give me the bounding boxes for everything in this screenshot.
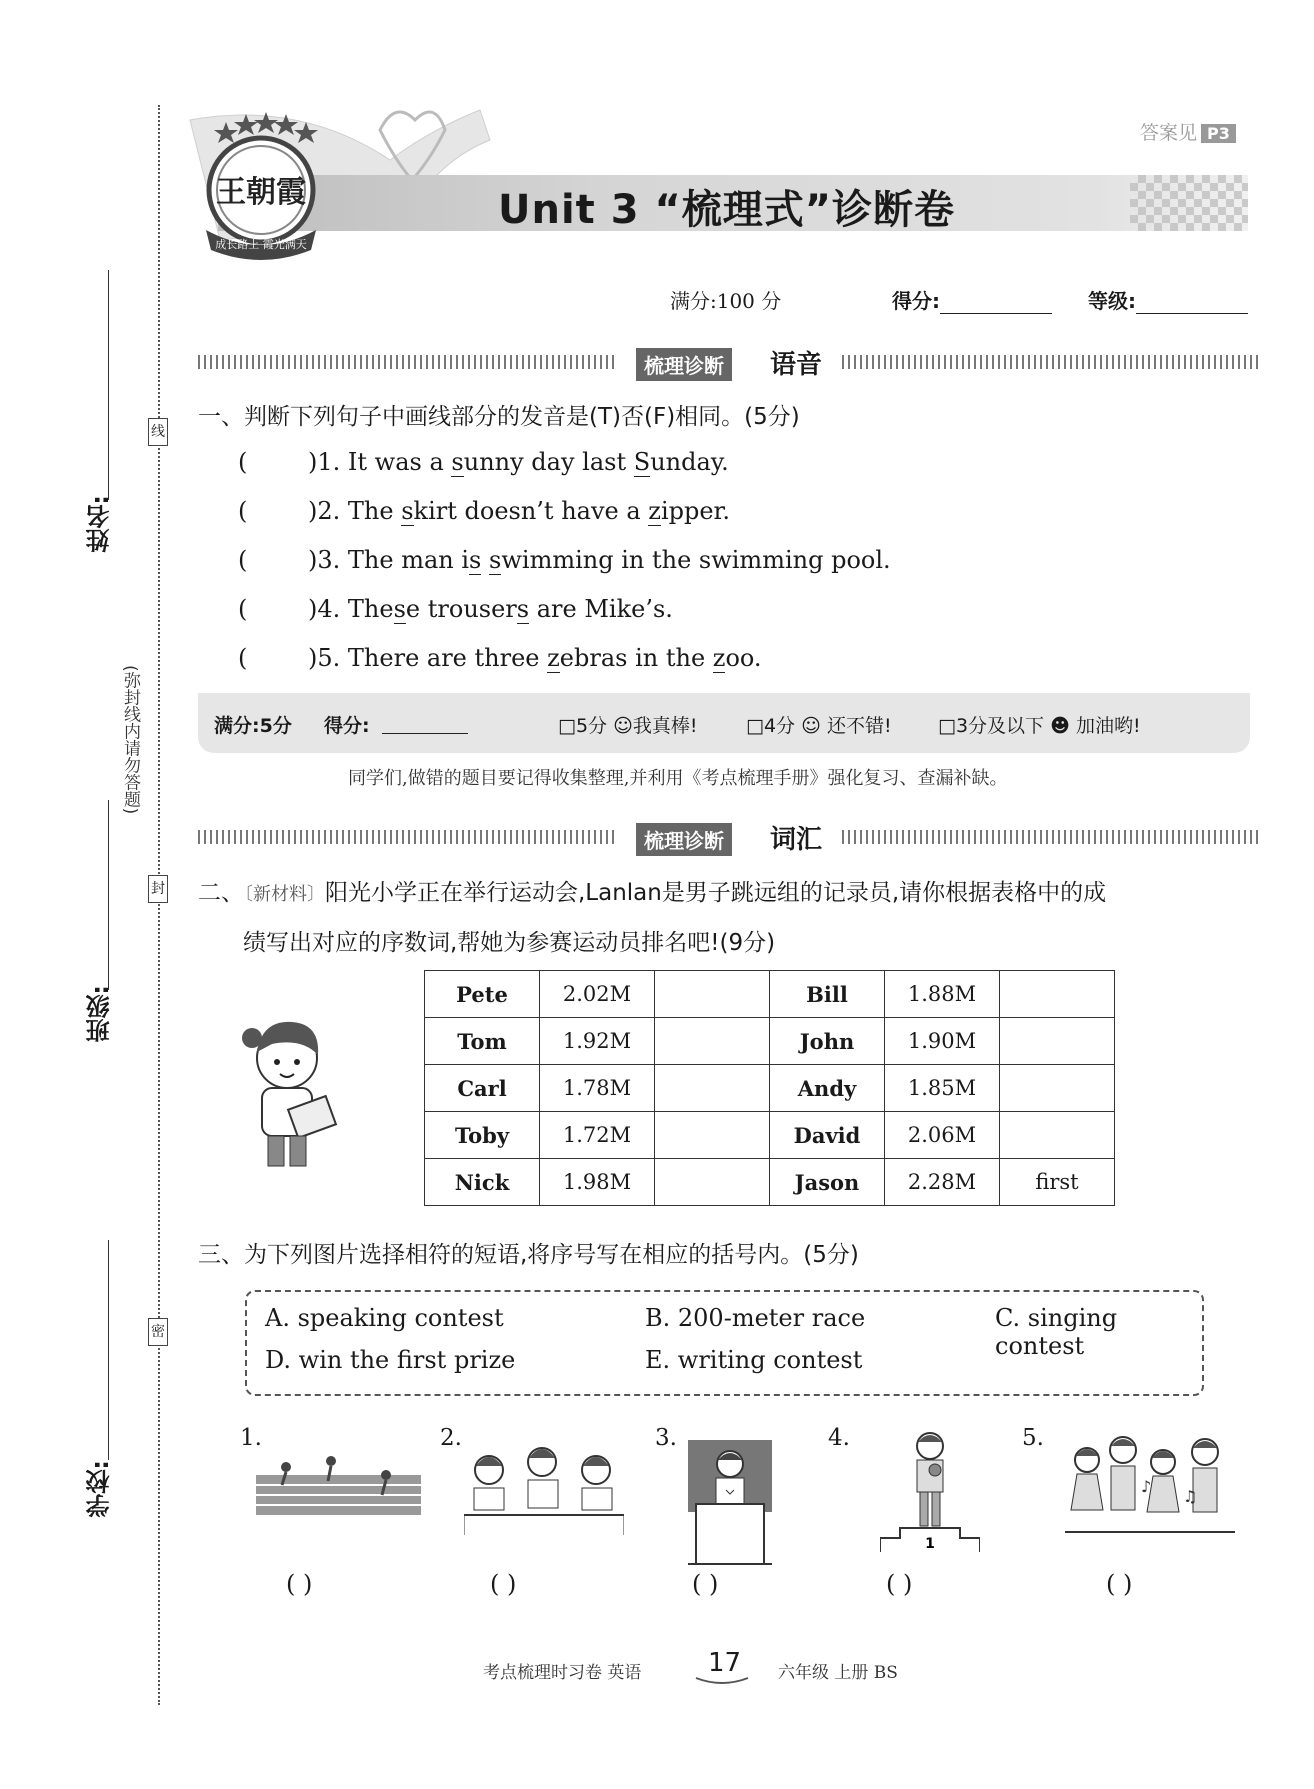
underlined-letter: s: [393, 595, 406, 623]
grade-field[interactable]: [1088, 285, 1248, 314]
phonetic-item-1: [238, 448, 729, 476]
race-track-picture: [256, 1455, 421, 1525]
section-title-phonetics: 语音: [770, 350, 823, 380]
answer-paren-2[interactable]: ( ): [490, 1570, 517, 1598]
smile-face-icon: ☺: [801, 715, 821, 737]
section-title-vocab: 词汇: [770, 825, 823, 855]
section-divider-right: [842, 830, 1262, 844]
underlined-letter: s: [469, 546, 482, 574]
option-e: E. writing contest: [645, 1346, 863, 1374]
answer-paren-3[interactable]: ( ): [692, 1570, 719, 1598]
picture-number-5: 5.: [1022, 1425, 1044, 1451]
paren-close: ): [308, 595, 318, 623]
sentence-text: oo.: [725, 644, 762, 672]
first-prize-picture: [880, 1428, 980, 1556]
jump-result: 2.02M: [540, 971, 655, 1018]
answer-reference: [1140, 118, 1236, 145]
long-jump-record-table: [424, 970, 1115, 1206]
section-divider-left: [198, 355, 618, 369]
podium-number: 1: [925, 1536, 935, 1552]
happy-face-icon: ☺: [613, 715, 633, 737]
sentence-text: It was a: [347, 448, 452, 476]
item-number: 4.: [317, 595, 341, 623]
review-note: 同学们,做错的题目要记得收集整理,并利用《考点梳理手册》强化复习、查漏补缺。: [348, 768, 1008, 789]
seal-note: (弥封线内请勿答题): [120, 665, 140, 815]
score-label: 得分:: [892, 289, 940, 313]
footer-book-title: 考点梳理时习卷 英语: [483, 1663, 642, 1683]
girl-recorder-illustration: [232, 1010, 352, 1170]
paren-close: ): [308, 644, 318, 672]
athlete-name: Andy: [770, 1065, 885, 1112]
q2-number: 二、: [198, 880, 244, 906]
athlete-name: Pete: [425, 971, 540, 1018]
jump-result: 1.85M: [885, 1065, 1000, 1112]
sentence-text: ebras in the: [559, 644, 713, 672]
option-5-points[interactable]: [558, 711, 698, 738]
footer-grade-info: 六年级 上册 BS: [778, 1663, 898, 1683]
section-full-score: 满分:5分: [214, 715, 292, 737]
answer-paren-1[interactable]: ( ): [286, 1570, 313, 1598]
table-row: [425, 1065, 1115, 1112]
section-score-blank[interactable]: [382, 711, 468, 734]
picture-number-4: 4.: [828, 1425, 850, 1451]
underlined-letter: z: [547, 644, 560, 672]
opt-label: □5分: [558, 715, 608, 737]
opt-text: 还不错!: [826, 715, 892, 737]
writing-contest-picture: [464, 1440, 624, 1540]
sentence-text: ipper.: [660, 497, 731, 525]
opt-label: □4分: [746, 715, 796, 737]
picture-number-1: 1.: [240, 1425, 262, 1451]
jump-result: 1.78M: [540, 1065, 655, 1112]
item-number: 3.: [317, 546, 341, 574]
underlined-letter: s: [451, 448, 464, 476]
jump-result: 1.72M: [540, 1112, 655, 1159]
option-4-points[interactable]: [746, 711, 892, 738]
phonetic-item-3: [238, 546, 891, 574]
banner-checker-pattern: [1130, 175, 1248, 231]
paren-open: (: [238, 644, 248, 672]
q2-text-line1: 阳光小学正在举行运动会,Lanlan是男子跳远组的记录员,请你根据表格中的成: [325, 880, 1107, 906]
score-blank[interactable]: [940, 313, 1052, 314]
sentence-text: There are three: [347, 644, 548, 672]
answer-ref-label: 答案见: [1140, 122, 1198, 144]
jump-result: 1.90M: [885, 1018, 1000, 1065]
underlined-letter: z: [648, 497, 661, 525]
sentence-text: unday.: [650, 448, 729, 476]
svg-text:♫: ♫: [1183, 1487, 1198, 1506]
jump-result: 1.98M: [540, 1159, 655, 1206]
sentence-text: kirt doesn’t have a: [413, 497, 649, 525]
seal-mark-seal: 封: [148, 875, 168, 903]
table-row: [425, 1018, 1115, 1065]
sentence-text: The: [347, 595, 394, 623]
seal-dotted-line: [158, 105, 160, 1705]
sentence-text: unny day last: [463, 448, 634, 476]
item-number: 5.: [317, 644, 341, 672]
rank-answer-cell[interactable]: [1000, 1018, 1115, 1065]
name-label: 姓名:: [86, 495, 114, 553]
new-material-badge: 〔新材料〕: [244, 884, 325, 905]
athlete-name: Carl: [425, 1065, 540, 1112]
underlined-letter: S: [633, 448, 651, 476]
rank-answer-cell[interactable]: [1000, 1065, 1115, 1112]
school-line[interactable]: [108, 1240, 109, 1460]
svg-text:♪: ♪: [1141, 1477, 1152, 1496]
underlined-letter: s: [401, 497, 414, 525]
sentence-text: [481, 546, 489, 574]
paren-open: (: [238, 497, 248, 525]
school-label: 学校:: [86, 1460, 114, 1518]
option-d: D. win the first prize: [265, 1346, 516, 1374]
picture-number-2: 2.: [440, 1425, 462, 1451]
sentence-text: e trouser: [405, 595, 517, 623]
sentence-text: wimming in the swimming pool.: [501, 546, 891, 574]
logo-text: 王朝霞: [216, 175, 306, 210]
section-tag-phonetics: 梳理诊断: [636, 348, 732, 381]
paren-close: ): [308, 546, 318, 574]
rank-answer-cell[interactable]: [1000, 1112, 1115, 1159]
phrase-options-box: [245, 1290, 1204, 1396]
underlined-letter: z: [712, 644, 726, 672]
question-1-heading: 一、判断下列句子中画线部分的发音是(T)否(F)相同。(5分): [198, 404, 800, 430]
jump-result: 1.92M: [540, 1018, 655, 1065]
jump-result: 2.06M: [885, 1112, 1000, 1159]
answer-paren[interactable]: [238, 448, 308, 476]
rank-answer-cell[interactable]: [655, 1018, 770, 1065]
seal-mark-line: 线: [148, 418, 168, 446]
phonetic-item-5: [238, 644, 762, 672]
brand-logo: [196, 110, 326, 260]
seal-mark-secret: 密: [148, 1318, 168, 1346]
athlete-name: John: [770, 1018, 885, 1065]
full-score: 满分:100 分: [670, 289, 782, 313]
answer-paren[interactable]: [238, 546, 308, 574]
section-tag-vocab: 梳理诊断: [636, 823, 732, 856]
class-line[interactable]: [108, 800, 109, 990]
opt-text: 加油哟!: [1075, 715, 1141, 737]
paren-open: (: [238, 546, 248, 574]
rank-answer-cell[interactable]: [1000, 971, 1115, 1018]
sentence-text: are Mike’s.: [529, 595, 673, 623]
underlined-letter: s: [489, 546, 502, 574]
question-3-heading: 三、为下列图片选择相符的短语,将序号写在相应的括号内。(5分): [198, 1242, 859, 1268]
section-score-label: 得分:: [324, 715, 370, 737]
page-number-underline: [694, 1676, 750, 1686]
table-row: [425, 1159, 1115, 1206]
answer-paren-4[interactable]: ( ): [886, 1570, 913, 1598]
item-number: 1.: [317, 448, 341, 476]
speaking-contest-picture: [688, 1440, 772, 1565]
rank-answer-cell[interactable]: [655, 1159, 770, 1206]
athlete-name: Tom: [425, 1018, 540, 1065]
paren-close: ): [308, 448, 318, 476]
rank-answer-cell[interactable]: [655, 1065, 770, 1112]
answer-page-tag: P3: [1201, 124, 1236, 143]
option-a: A. speaking contest: [265, 1304, 504, 1332]
athlete-name: Toby: [425, 1112, 540, 1159]
jump-result: 2.28M: [885, 1159, 1000, 1206]
paren-open: (: [238, 595, 248, 623]
phonetic-item-2: [238, 497, 730, 525]
opt-label: □3分及以下: [938, 715, 1045, 737]
name-line[interactable]: [108, 270, 109, 500]
athlete-name: Bill: [770, 971, 885, 1018]
rank-answer-cell[interactable]: [655, 971, 770, 1018]
score-field[interactable]: [892, 285, 1052, 314]
rank-answer-cell[interactable]: first: [1000, 1159, 1115, 1206]
picture-number-3: 3.: [655, 1425, 677, 1451]
underlined-letter: s: [516, 595, 530, 623]
answer-paren[interactable]: [238, 497, 308, 525]
phonetic-item-4: [238, 595, 673, 623]
option-b: B. 200-meter race: [645, 1304, 866, 1332]
rank-answer-cell[interactable]: [655, 1112, 770, 1159]
singing-contest-picture: [1065, 1432, 1235, 1542]
sentence-text: The: [347, 497, 402, 525]
opt-text: 我真棒!: [632, 715, 698, 737]
athlete-name: David: [770, 1112, 885, 1159]
page-title: Unit 3 “梳理式”诊断卷: [498, 187, 956, 233]
section-divider-right: [842, 355, 1262, 369]
option-c: C. singing contest: [995, 1304, 1118, 1360]
question-2-heading: [198, 874, 1106, 907]
item-number: 2.: [317, 497, 341, 525]
athlete-name: Jason: [770, 1159, 885, 1206]
paren-close: ): [308, 497, 318, 525]
answer-paren[interactable]: [238, 595, 308, 623]
answer-paren-5[interactable]: ( ): [1106, 1570, 1133, 1598]
table-row: [425, 971, 1115, 1018]
table-row: [425, 1112, 1115, 1159]
section-score-bar: [198, 693, 1250, 753]
grade-label: 等级:: [1088, 289, 1136, 313]
class-label: 班级:: [86, 985, 114, 1043]
question-2-heading-line2: 绩写出对应的序数词,帮她为参赛运动员排名吧!(9分): [243, 930, 776, 956]
option-3-points[interactable]: [938, 711, 1141, 738]
athlete-name: Nick: [425, 1159, 540, 1206]
section-divider-left: [198, 830, 618, 844]
answer-paren[interactable]: [238, 644, 308, 672]
page-number: 17: [708, 1648, 742, 1678]
jump-result: 1.88M: [885, 971, 1000, 1018]
cheer-face-icon: ☻: [1050, 715, 1070, 737]
logo-slogan: 成长路上 霞光满天: [215, 238, 307, 251]
sentence-text: The man i: [347, 546, 470, 574]
grade-blank[interactable]: [1136, 313, 1248, 314]
paren-open: (: [238, 448, 248, 476]
